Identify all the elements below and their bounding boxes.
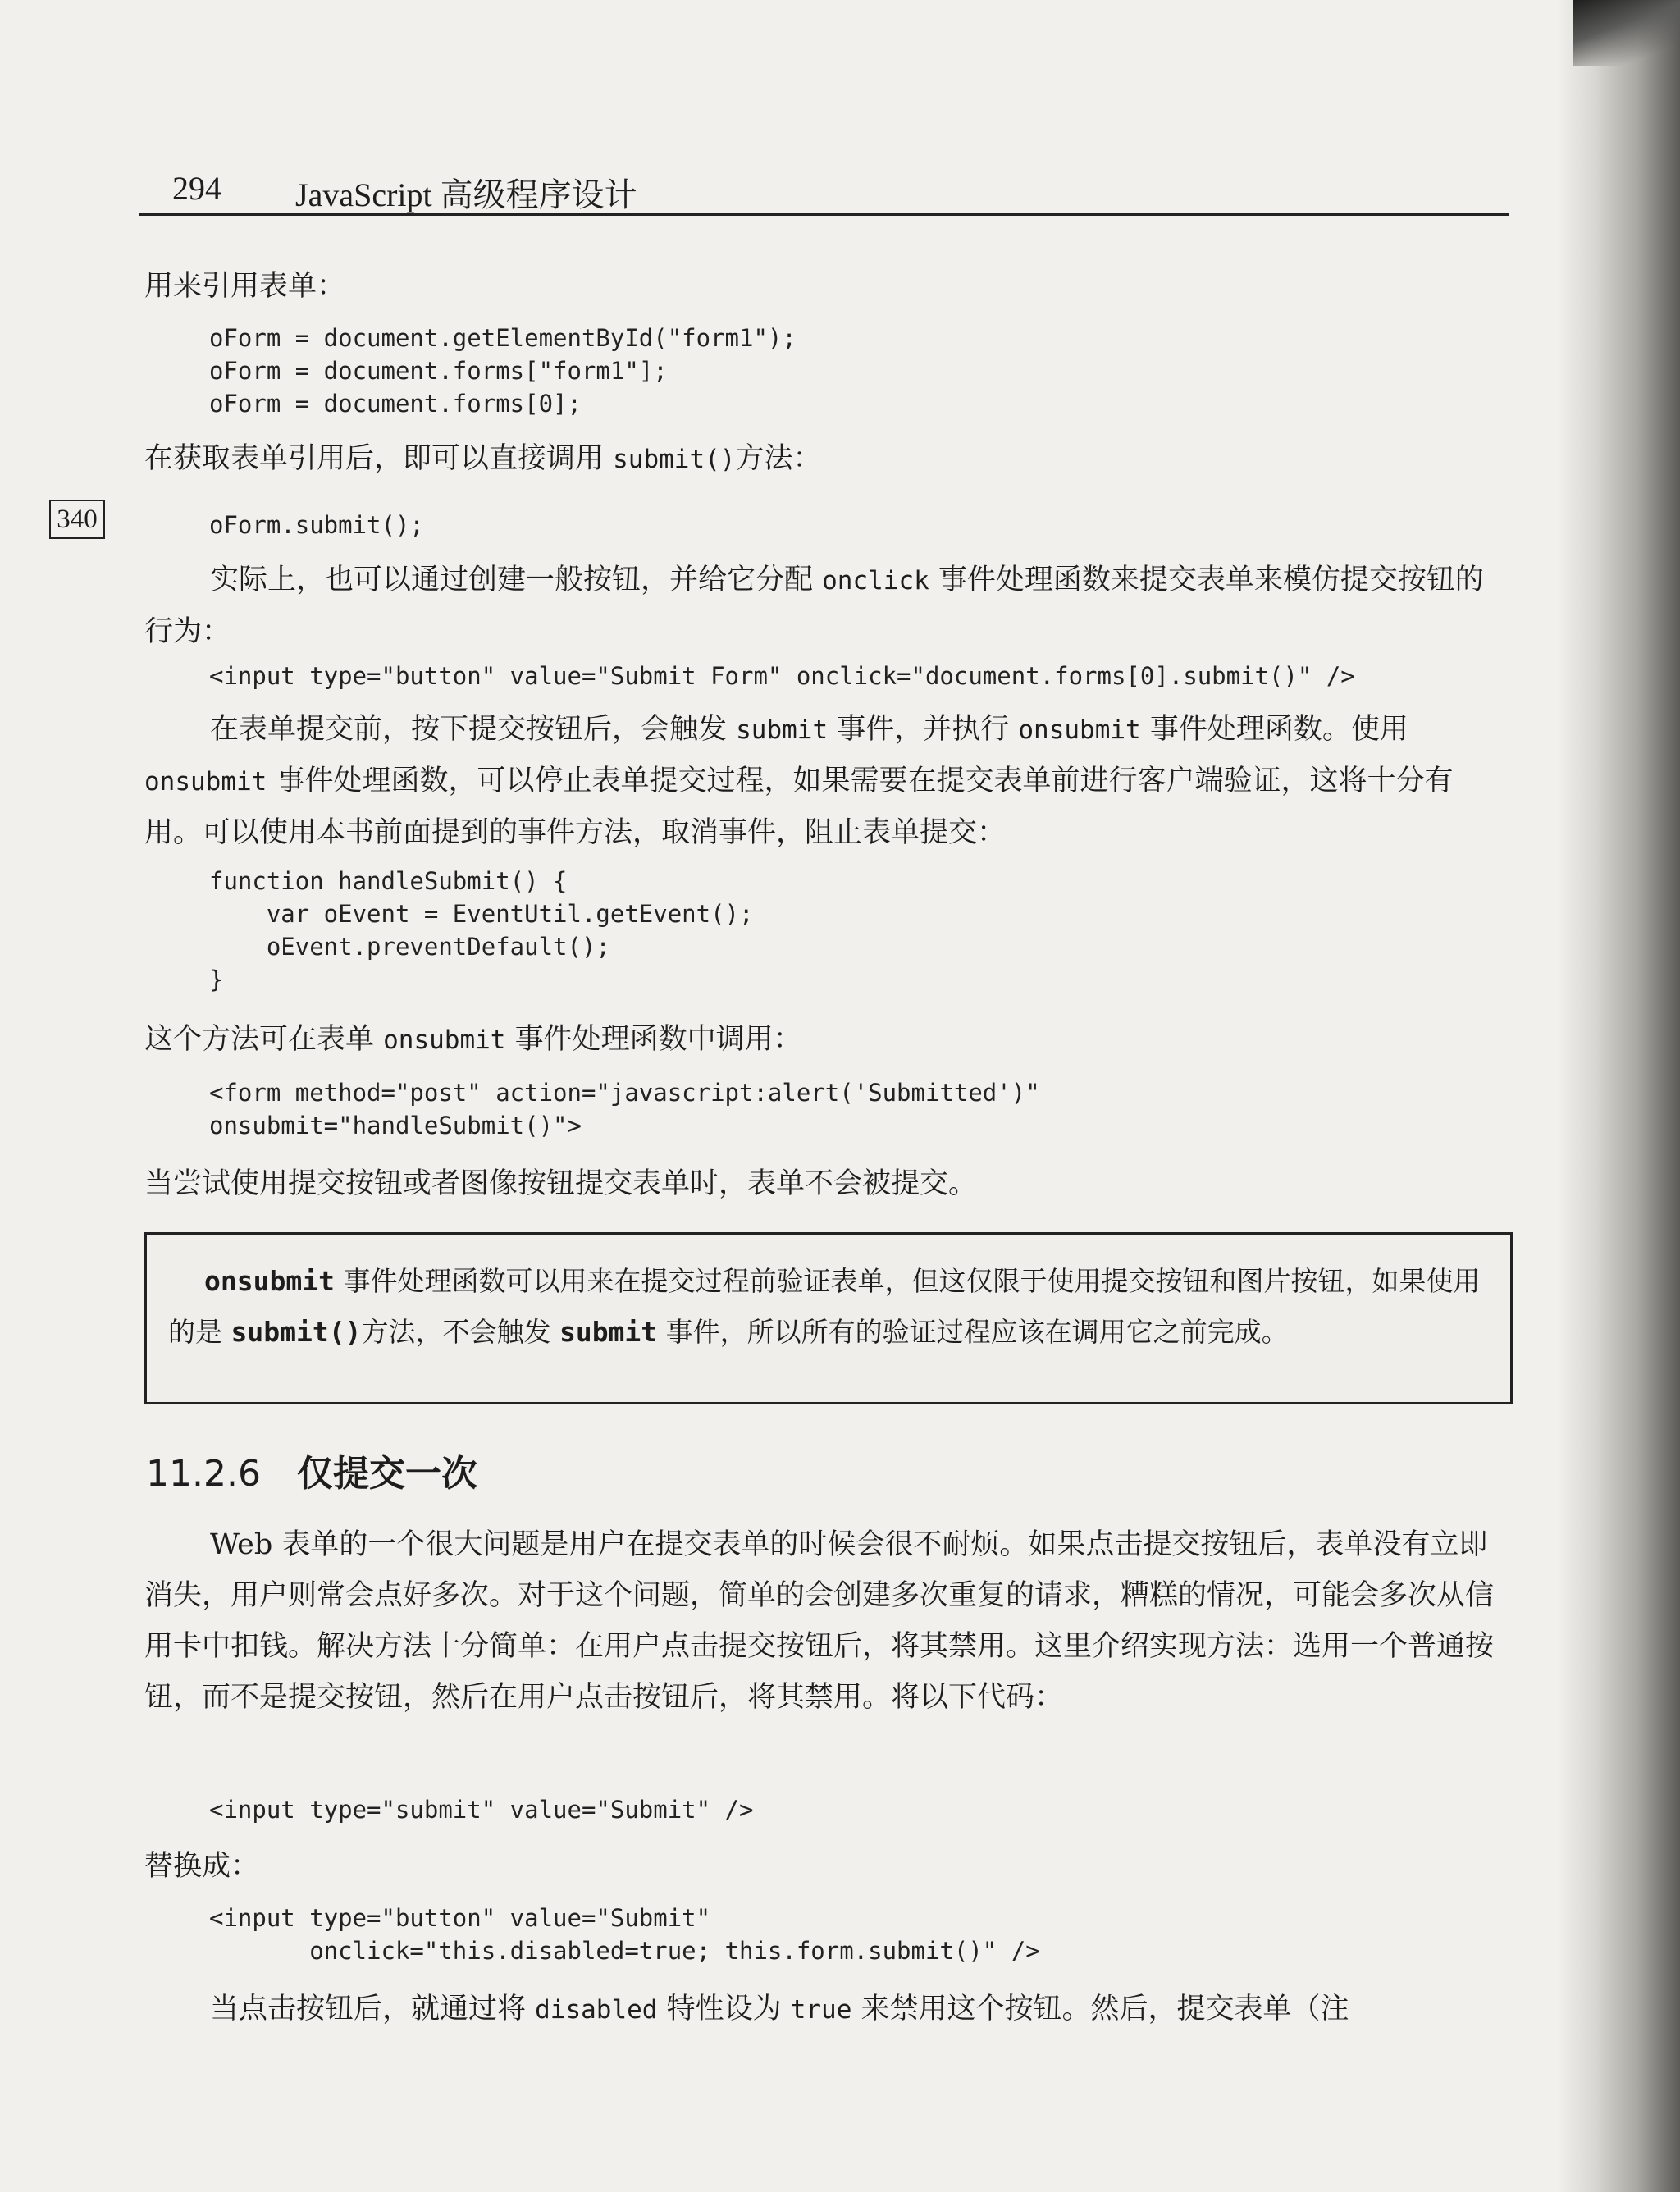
text: 事件处理函数。使用 [1140,713,1418,746]
text: 当点击按钮后，就通过将 [210,1993,536,2025]
section-number: 11.2.6 [146,1453,261,1495]
code-input-button: <input type="button" value="Submit Form" onclick="document.forms[0].submit()" /> [209,662,1355,690]
text: 事件，所以所有的验证过程应该在调用它之前完成。 [657,1316,1289,1348]
paragraph-submit-once: Web 表单的一个很大问题是用户在提交表单的时候会很不耐烦。如果点击提交按钮后，表单没有立即消失，用户则常会点好多次。对于这个问题，简单的会创建多次重复的请求，糟糕的情况，可能会多次从信用卡中扣钱。解决方法十分简单：在用户点击提交按钮后，将其禁用。这里介绍实现方法：选用一个普通按钮，而不是提交按钮，然后在用户点击按钮后，将其禁用。将以下代码： [144,1528,1495,1714]
inline-code: onsubmit [144,767,267,797]
text: 方法，不会触发 [361,1316,559,1348]
code-get-form: oForm = document.getElementById("form1"); oForm = document.forms["form1"]; oForm = document.forms[0]; [209,324,797,418]
paragraph-onsubmit [144,704,1509,858]
page-curl-shadow [1557,0,1680,2192]
inline-code: submit() [613,445,736,474]
paragraph-onclick [144,555,1509,657]
text: 事件处理函数中调用： [505,1023,802,1056]
paragraph-submit-method [144,433,1509,485]
inline-code: onsubmit [1018,715,1141,745]
note-box [144,1232,1513,1404]
book-title: JavaScript 高级程序设计 [295,176,637,213]
inline-code: submit [736,715,829,745]
section-heading [146,1444,477,1496]
inline-code: true [790,1995,852,2025]
inline-code: submit() [231,1316,362,1348]
code-handle-submit: function handleSubmit() { var oEvent = EventUtil.getEvent(); oEvent.preventDefault(); } [209,867,754,993]
paragraph-disabled [144,1984,1509,2035]
text: 特性设为 [657,1993,791,2025]
text: 在表单提交前，按下提交按钮后，会触发 [210,713,737,746]
text: 事件处理函数来提交表单来模仿提交按钮的行为： [144,564,1484,648]
code-form-tag: <form method="post" action="javascript:alert('Submitted')" onsubmit="handleSubmit()"> [209,1079,1040,1139]
paragraph-replace: 替换成： [144,1850,260,1883]
page-header [139,164,1509,216]
code-submit-call: oForm.submit(); [209,511,424,539]
paragraph-intro: 用来引用表单： [144,270,346,303]
text: 实际上，也可以通过创建一般按钮，并给它分配 [210,564,823,596]
inline-code: disabled [535,1995,658,2025]
page-number: 294 [172,170,221,207]
text: 事件处理函数可以用来在提交过程前验证表单，但这仅限于使用提交按钮和图片按钮，如果使用的是 [168,1265,1481,1348]
text: 事件处理函数，可以停止表单提交过程，如果需要在提交表单前进行客户端验证，这将十分有用。可以使用本书前面提到的事件方法，取消事件，阻止表单提交： [144,765,1454,849]
inline-code: onclick [822,566,929,596]
text: 来禁用这个按钮。然后，提交表单（注 [851,1993,1349,2025]
paragraph-call-in-form [144,1014,1509,1066]
paragraph-result: 当尝试使用提交按钮或者图像按钮提交表单时，表单不会被提交。 [144,1167,978,1200]
text: 方法： [735,442,822,475]
code-input-disable: <input type="button" value="Submit" onclick="this.disabled=true; this.form.submit()" /> [209,1904,1040,1965]
text: 这个方法可在表单 [144,1023,384,1056]
margin-page-reference: 340 [49,500,105,539]
page-corner-shadow [1573,0,1680,66]
text: 事件，并执行 [828,713,1019,746]
inline-code: onsubmit [204,1265,335,1297]
section-title: 仅提交一次 [296,1453,477,1495]
text: 在获取表单引用后，即可以直接调用 [144,442,614,475]
code-input-submit: <input type="submit" value="Submit" /> [209,1796,754,1824]
inline-code: submit [559,1316,658,1348]
inline-code: onsubmit [383,1025,506,1055]
